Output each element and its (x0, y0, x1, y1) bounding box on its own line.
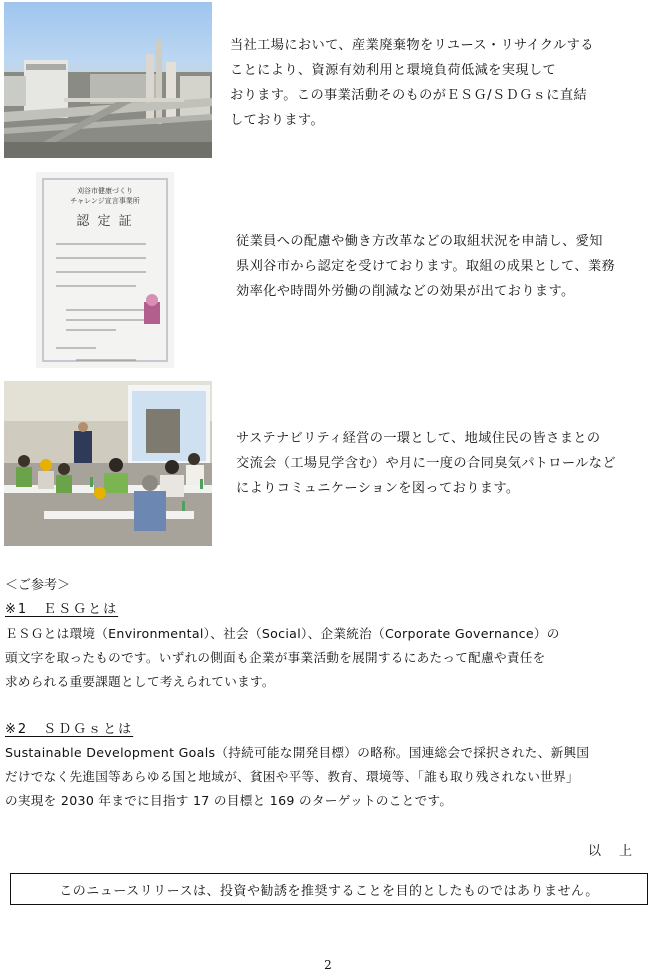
factory-illustration (4, 2, 212, 158)
certificate-header-line1: 刈谷市健康づくり (77, 187, 133, 195)
paragraph-certification: 従業員への配慮や働き方改革などの取組状況を申請し、愛知 県刈谷市から認定を受けております。取組の成果として、業務 効率化や時間外労働の削減などの効果が出ております。 (236, 234, 616, 299)
certificate-photo (36, 172, 174, 368)
certificate-header-line2: チャレンジ宣言事業所 (70, 197, 140, 205)
sdgs-heading: ※2 ＳＤＧｓとは (5, 722, 134, 737)
page-number: 2 (324, 958, 332, 972)
certificate-title: 認 定 証 (76, 214, 134, 229)
disclaimer-box (10, 873, 648, 905)
disclaimer-text: このニュースリリースは、投資や勧誘を推奨することを目的としたものではありません。 (59, 883, 599, 899)
meeting-photo (4, 381, 212, 546)
esg-heading: ※1 ＥＳＧとは (5, 602, 119, 617)
sdgs-body: Sustainable Development Goals（持続可能な開発目標）の略称。国連総会で採択された、新興国 だけでなく先進国等あらゆる国と地域が、貧困や平等、教育、環境等、「誰も取り残されない世界」 の実現を 2030 年までに目指す 17 の目標と 169 のターゲットのことです。 (5, 745, 590, 808)
certificate-body-lines (36, 232, 174, 368)
esg-body: ＥＳＧとは環境（Environmental）、社会（Social）、企業統治（Corporate Governance）の 頭文字を取ったものです。いずれの側面も企業が事業活動を展開するにあたって配慮や責任を 求められる重要課題として考えられています。 (5, 626, 560, 689)
reference-label: ＜ご参考＞ (5, 578, 71, 593)
meeting-illustration (4, 381, 212, 546)
factory-photo (4, 2, 212, 158)
paragraph-community: サステナビリティ経営の一環として、地域住民の皆さまとの 交流会（工場見学含む）や月に一度の合同臭気パトロールなど によりコミュニケーションを図っております。 (236, 431, 616, 496)
paragraph-recycling: 当社工場において、産業廃棄物をリユース・リサイクルする ことにより、資源有効利用と環境負荷低減を実現して おります。この事業活動そのものがＥＳＧ/ＳＤＧｓに直結 しております。 (230, 38, 594, 128)
closing-mark: 以上 (588, 844, 651, 859)
